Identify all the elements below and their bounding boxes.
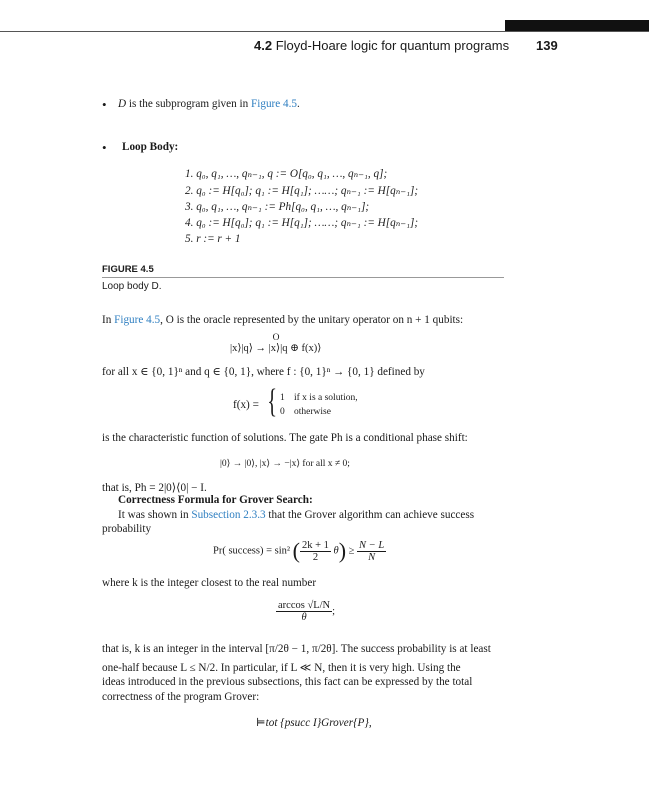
bullet-dot: • (102, 97, 107, 112)
paragraph-interval-line: correctness of the program Grover: (102, 691, 260, 703)
figure-caption: Loop body D. (102, 281, 162, 292)
equation-arccos: $\frac{\arccos √L/N}{\theta}$ ; (278, 600, 336, 623)
paragraph-grover-line1: It was shown in Subsection 2.3.3 that the Grover algorithm can achieve success (118, 509, 475, 521)
figure-rule (102, 277, 504, 278)
equation-oracle: |x⟩|q⟩ → |x⟩|q ⊕ f(x)⟩ (230, 343, 322, 354)
figure-link[interactable]: Figure 4.5 (114, 314, 161, 326)
list-item: 4. q₀ := H[q₀]; q₁ := H[q₁]; ……; qₙ₋₁ := H[qₙ₋₁]; (185, 217, 419, 229)
subsection-link[interactable]: Subsection 2.3.3 (191, 509, 266, 521)
bullet-subprogram: D is the subprogram given in Figure 4.5. (118, 98, 300, 110)
correctness-title: Correctness Formula for Grover Search: (118, 494, 313, 506)
f-case1-cond: if x is a solution, (294, 393, 358, 403)
f-case2-cond: otherwise (294, 407, 331, 417)
section-title: Floyd-Hoare logic for quantum programs (275, 38, 510, 53)
f-case2-val: 0 (280, 407, 285, 417)
paragraph-oracle: In Figure 4.5, O is the oracle represented by the unitary operator on n + 1 qubits: (102, 314, 464, 326)
running-head (254, 38, 509, 53)
paragraph-phase: is the characteristic function of solutions. The gate Ph is a conditional phase shift: (102, 432, 468, 444)
equation-total-correctness: ⊨tot {psucc I}Grover{P}, (256, 717, 372, 729)
paragraph-function: for all x ∈ {0, 1}ⁿ and q ∈ {0, 1}, where f : {0, 1}ⁿ → {0, 1} defined by (102, 366, 425, 378)
f-def-brace: { (267, 383, 278, 420)
equation-probability: Pr( success) = sin² ( $\frac{2k + 1}{2}$ θ) ≥ $\frac{N - L}{N}$ (213, 538, 385, 563)
list-item: 5. r := r + 1 (185, 233, 241, 245)
page-number: 139 (536, 38, 558, 53)
list-item: 3. q₀, q₁, …, qₙ₋₁ := Ph[q₀, q₁, …, qₙ₋₁]; (185, 201, 370, 213)
oracle-arrow-label: O (272, 333, 280, 343)
header-rule (0, 31, 649, 32)
loop-body-title: Loop Body: (122, 141, 179, 153)
bullet-dot: • (102, 140, 107, 155)
figure-label: FIGURE 4.5 (102, 264, 154, 275)
paragraph-ph: that is, Ph = 2|0⟩⟨0| − I. (102, 482, 207, 494)
paragraph-grover-line2: probability (102, 523, 152, 535)
paragraph-interval-line: ideas introduced in the previous subsections, this fact can be expressed by the total (102, 676, 473, 688)
equation-phase: |0⟩ → |0⟩, |x⟩ → −|x⟩ for all x ≠ 0; (220, 459, 350, 469)
paragraph-interval-line: one-half because L ≤ N/2. In particular, if L ≪ N, then it is very high. Using the (102, 662, 461, 674)
list-item: 1. q₀, q₁, …, qₙ₋₁, q := O[q₀, q₁, …, qₙ₋₁, q]; (185, 168, 388, 180)
section-number: 4.2 (254, 38, 273, 53)
list-item: 2. q₀ := H[q₀]; q₁ := H[q₁]; ……; qₙ₋₁ := H[qₙ₋₁]; (185, 185, 419, 197)
paragraph-interval-line: that is, k is an integer in the interval [π/2θ − 1, π/2θ]. The success probability is at least (102, 643, 491, 655)
f-def-lhs: f(x) = (233, 399, 259, 411)
paragraph-closest: where k is the integer closest to the real number (102, 577, 317, 589)
figure-link[interactable]: Figure 4.5 (251, 98, 298, 110)
f-case1-val: 1 (280, 393, 285, 403)
